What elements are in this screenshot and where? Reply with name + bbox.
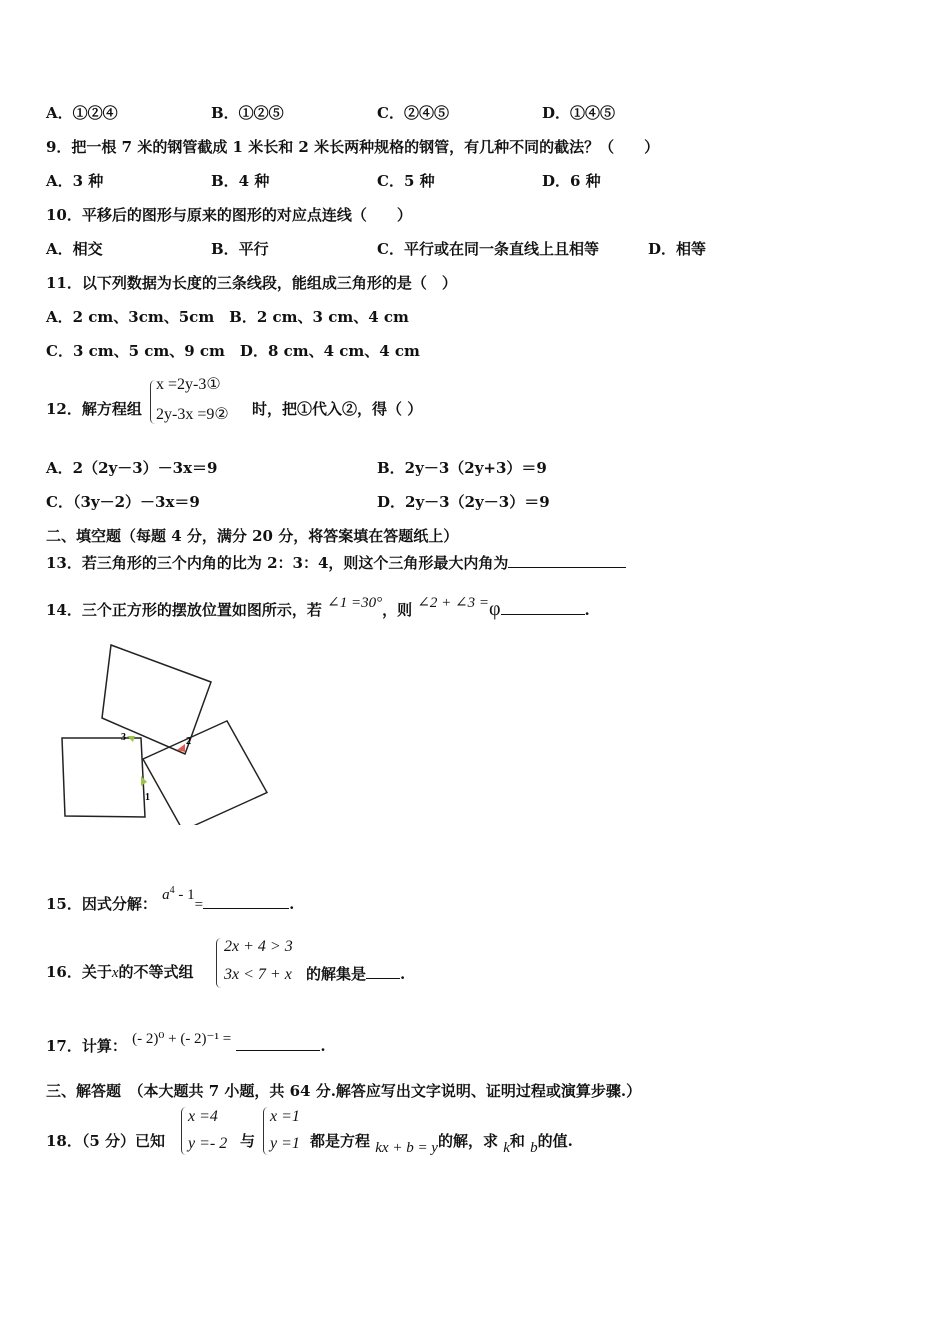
q18-equation: kx + b = y [375,1140,438,1156]
q15-rest: - 1 [174,887,195,903]
q16-suffix: 的解集是 [306,965,367,983]
q12-option-a: A．2（2y－3）－3x＝9 [46,459,218,477]
q14-prefix: 14．三个正方形的摆放位置如图所示，若 [46,601,322,619]
q14-end: . [584,601,590,619]
q18-with: 与 [240,1132,256,1150]
q14-question [46,595,590,621]
q12-prefix: 12．解方程组 [46,400,142,418]
q11-question: 11．以下列数据为长度的三条线段，能组成三角形的是（ ） [46,274,457,292]
q12-equation-1: x =2y-3① [156,376,221,393]
q18-system2-eq2: y =1 [270,1135,300,1152]
q12-option-b: B．2y－3（2y+3）＝9 [377,459,547,477]
q8-option-d: D．①④⑤ [542,104,616,122]
q16-brace [216,938,221,988]
q17-question [46,1031,326,1057]
q16-answer-blank[interactable] [366,962,400,979]
q15-prefix: 15．因式分解： [46,895,157,913]
angle-3-mark [127,736,135,742]
q18-system2-eq1: x =1 [270,1108,300,1125]
q18-brace-2 [263,1107,268,1155]
section-3-heading: 三、解答题 （本大题共 7 小题，共 64 分.解答应写出文字说明、证明过程或演算步骤.） [46,1082,642,1100]
q10-option-a: A．相交 [46,240,103,258]
q9-option-b: B．4 种 [211,172,270,190]
q18-k: k [503,1140,510,1156]
q12-brace [150,380,155,424]
label-3: 3 [121,732,126,743]
q18-rest [310,1131,573,1156]
q18-system1-eq2: y =- 2 [188,1135,228,1152]
right-square [143,721,267,825]
q12-option-c: C．（3y－2）－3x＝9 [46,493,200,511]
q18-and: 和 [509,1132,525,1150]
q15-end: . [289,895,295,913]
three-squares-figure [55,640,275,825]
q16-mid: 的不等式组 [118,963,194,981]
q8-option-c: C．②④⑤ [377,104,449,122]
q17-end: . [320,1037,326,1055]
section-2-heading: 二、填空题（每题 4 分，满分 20 分，将答案填在答题纸上） [46,527,459,545]
q12-option-d: D．2y－3（2y－3）＝9 [377,493,550,511]
q9-option-a: A．3 种 [46,172,104,190]
q10-question: 10．平移后的图形与原来的图形的对应点连线（ ） [46,206,412,224]
q18-prefix: 18．（5 分）已知 [46,1132,166,1150]
q13-text: 13．若三角形的三个内角的比为 2：3：4，则这个三角形最大内角为 [46,554,509,572]
q14-given-angle: ∠1 =30° [327,595,383,611]
q13-question [46,551,626,573]
q10-option-c: C．平行或在同一条直线上且相等 [377,240,599,258]
q17-expression: (- 2)⁰ + (- 2)⁻¹ = [132,1031,232,1047]
q10-option-b: B．平行 [211,240,269,258]
q11-options-cd: C．3 cm、5 cm、9 cm D．8 cm、4 cm、4 cm [46,342,420,360]
q16-prefix: 16．关于 [46,963,112,981]
q18-b: b [530,1140,538,1156]
q14-angle-sum: ∠2 + ∠3 = [417,595,489,611]
q15-equals: = [194,897,204,913]
q18-mid: 都是方程 [310,1132,371,1150]
q17-answer-blank[interactable] [236,1034,320,1051]
q16-inequality-2: 3x < 7 + x [224,966,292,983]
q18-system1-eq1: x =4 [188,1108,218,1125]
q16-prefix-line [46,962,194,983]
q18-end: 的值. [537,1132,573,1150]
q15-answer-blank[interactable] [203,892,289,909]
q12-equation-2: 2y-3x =9② [156,406,229,423]
q16-inequality-1: 2x + 4 > 3 [224,938,293,955]
q12-suffix: 时，把①代入②，得（ ） [252,400,423,418]
q18-brace-1 [181,1107,186,1155]
q14-answer-blank[interactable] [501,598,585,615]
q11-options-ab: A．2 cm、3cm、5cm B．2 cm、3 cm、4 cm [46,308,409,326]
q17-prefix: 17．计算： [46,1037,127,1055]
q14-mid: ，则 [382,601,413,619]
q16-end: . [400,965,406,983]
q18-mid2: 的解，求 [437,1132,498,1150]
q9-option-d: D．6 种 [542,172,601,190]
left-square [62,738,145,817]
label-2: 2 [186,736,191,747]
q15-exponent: 4 [169,885,175,896]
q16-variable: x [111,965,119,981]
q13-answer-blank[interactable] [508,551,626,568]
q9-option-c: C．5 种 [377,172,435,190]
q9-question: 9．把一根 7 米的钢管截成 1 米长和 2 米长两种规格的钢管，有几种不同的截法？（ ） [46,138,660,156]
q15-base: a [162,887,170,903]
q10-option-d: D．相等 [648,240,707,258]
q16-suffix-line [306,962,405,984]
q15-question [46,885,295,915]
q8-option-a: A．①②④ [46,104,118,122]
label-1: 1 [145,792,150,803]
q14-handwritten-mark: φ [488,598,501,620]
q8-option-b: B．①②⑤ [211,104,284,122]
